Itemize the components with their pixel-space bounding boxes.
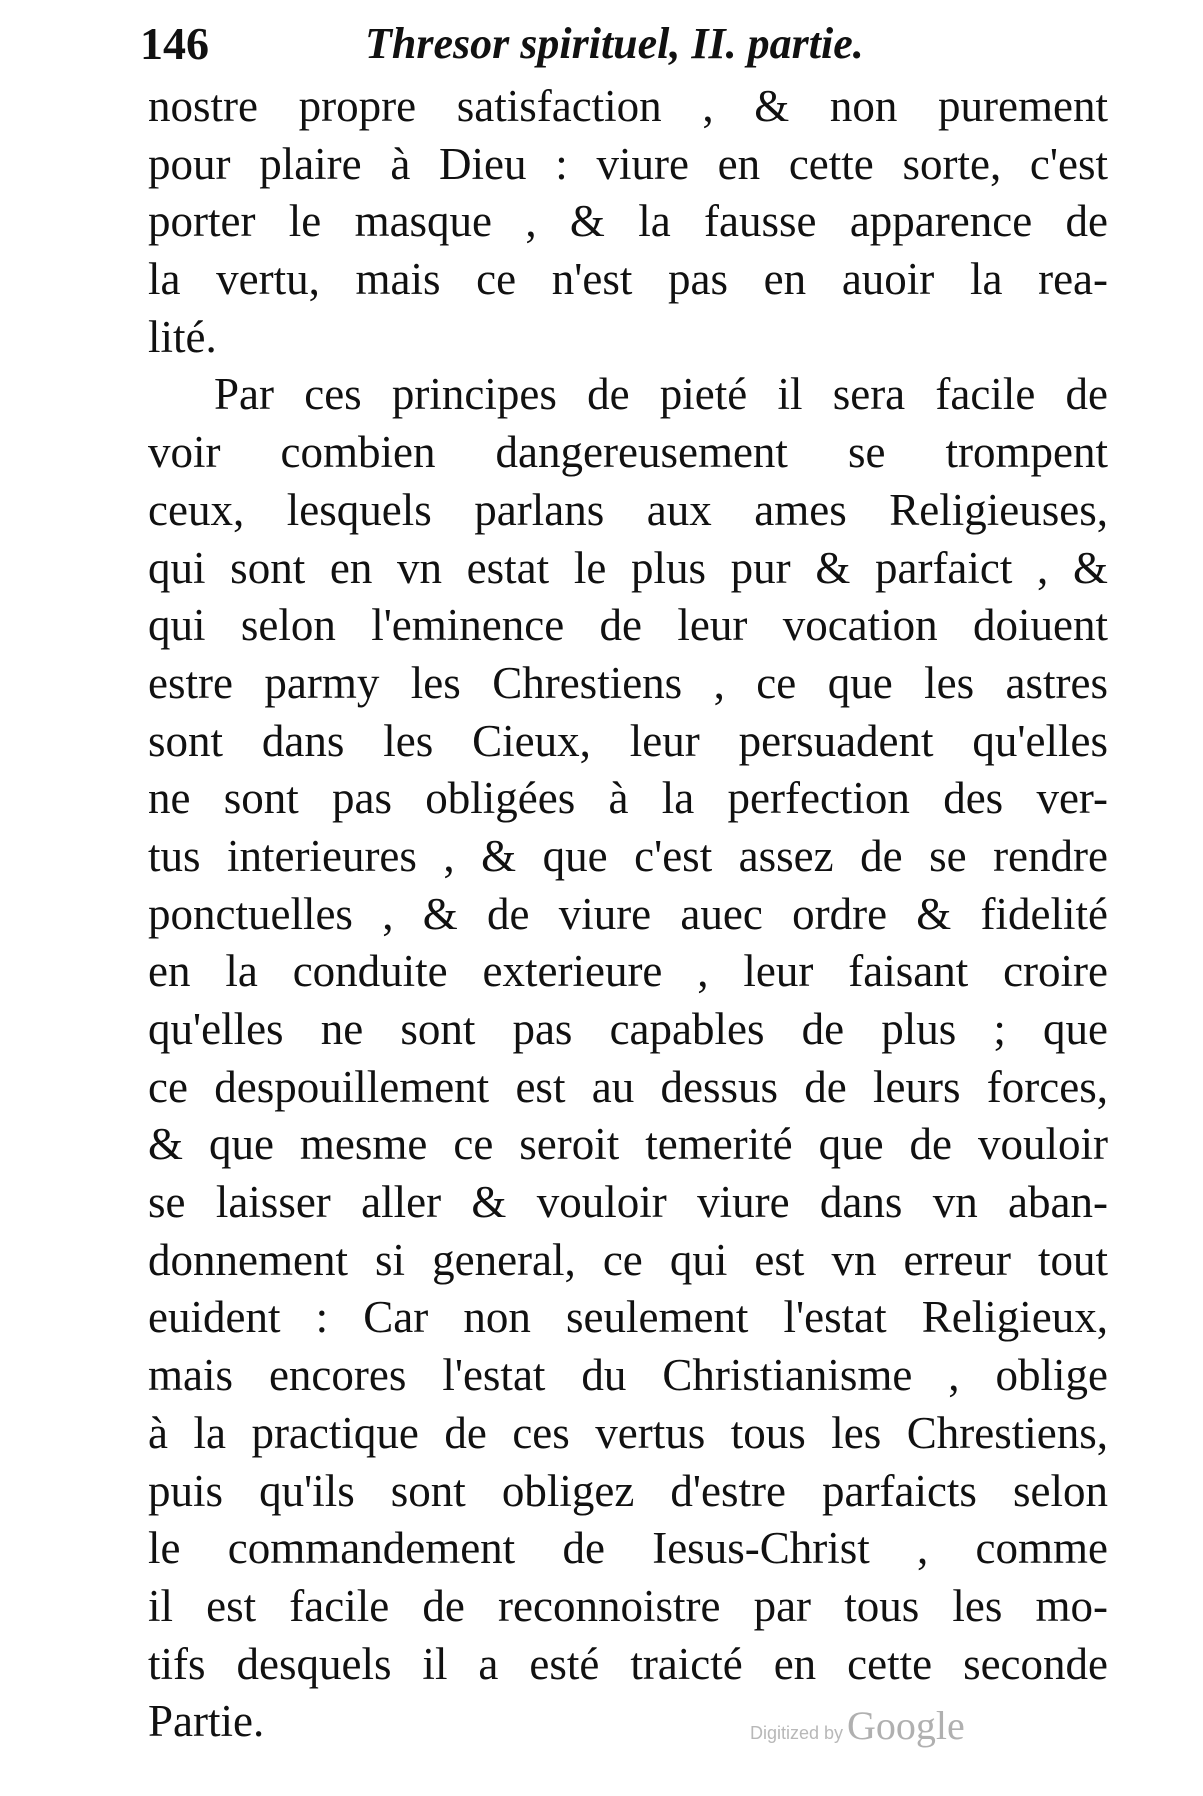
- text-line: mais encores l'estat du Christianisme , oblige: [148, 1350, 1108, 1401]
- text-line: estre parmy les Chrestiens , ce que les astres: [148, 657, 1108, 708]
- text-line: se laisser aller & vouloir viure dans vn aban-: [148, 1177, 1108, 1228]
- text-line: tifs desquels il a esté traicté en cette seconde: [148, 1638, 1108, 1689]
- digitized-watermark: [750, 1702, 1050, 1752]
- page-header: [140, 14, 1100, 74]
- text-line: lité.: [148, 311, 217, 362]
- text-line: tus interieures , & que c'est assez de se rendre: [148, 830, 1108, 881]
- text-line: donnement si general, ce qui est vn erreur tout: [148, 1234, 1108, 1285]
- text-line: puis qu'ils sont obligez d'estre parfaicts selon: [148, 1465, 1108, 1516]
- page-number: 146: [140, 18, 209, 69]
- text-line: ceux, lesquels parlans aux ames Religieuses,: [148, 484, 1108, 535]
- text-line: & que mesme ce seroit temerité que de vouloir: [148, 1119, 1108, 1170]
- text-line: qui sont en vn estat le plus pur & parfaict , &: [148, 542, 1108, 593]
- text-line: à la practique de ces vertus tous les Chrestiens,: [148, 1407, 1108, 1458]
- text-line: qu'elles ne sont pas capables de plus ; que: [148, 1004, 1108, 1054]
- text-line: qui selon l'eminence de leur vocation doiuent: [148, 600, 1108, 651]
- text-line: ponctuelles , & de viure auec ordre & fidelité: [148, 888, 1108, 939]
- text-line: nostre propre satisfaction , & non purement: [148, 81, 1108, 131]
- paragraph-start-line: Par ces principes de pieté il sera facile de: [214, 369, 1108, 420]
- text-line: Partie.: [148, 1696, 265, 1747]
- running-head: Thresor spirituel, II. partie.: [365, 19, 864, 68]
- text-line: euident : Car non seulement l'estat Religieux,: [148, 1292, 1108, 1343]
- text-line: ce despouillement est au dessus de leurs forces,: [148, 1061, 1108, 1112]
- body-text: [148, 78, 1108, 1751]
- text-line: voir combien dangereusement se trompent: [148, 427, 1108, 478]
- text-line: ne sont pas obligées à la perfection des ver-: [148, 773, 1108, 824]
- text-line: en la conduite exterieure , leur faisant croire: [148, 946, 1108, 997]
- text-line: le commandement de Iesus-Christ , comme: [148, 1523, 1108, 1574]
- text-line: sont dans les Cieux, leur persuadent qu'elles: [148, 715, 1108, 766]
- google-logo: Google: [847, 1703, 965, 1748]
- text-line: il est facile de reconnoistre par tous les mo-: [148, 1580, 1108, 1631]
- text-line: la vertu, mais ce n'est pas en auoir la rea-: [148, 254, 1108, 305]
- text-line: pour plaire à Dieu : viure en cette sorte, c'est: [148, 138, 1108, 189]
- digitized-label: Digitized by: [750, 1723, 844, 1743]
- text-line: porter le masque , & la fausse apparence de: [148, 196, 1108, 247]
